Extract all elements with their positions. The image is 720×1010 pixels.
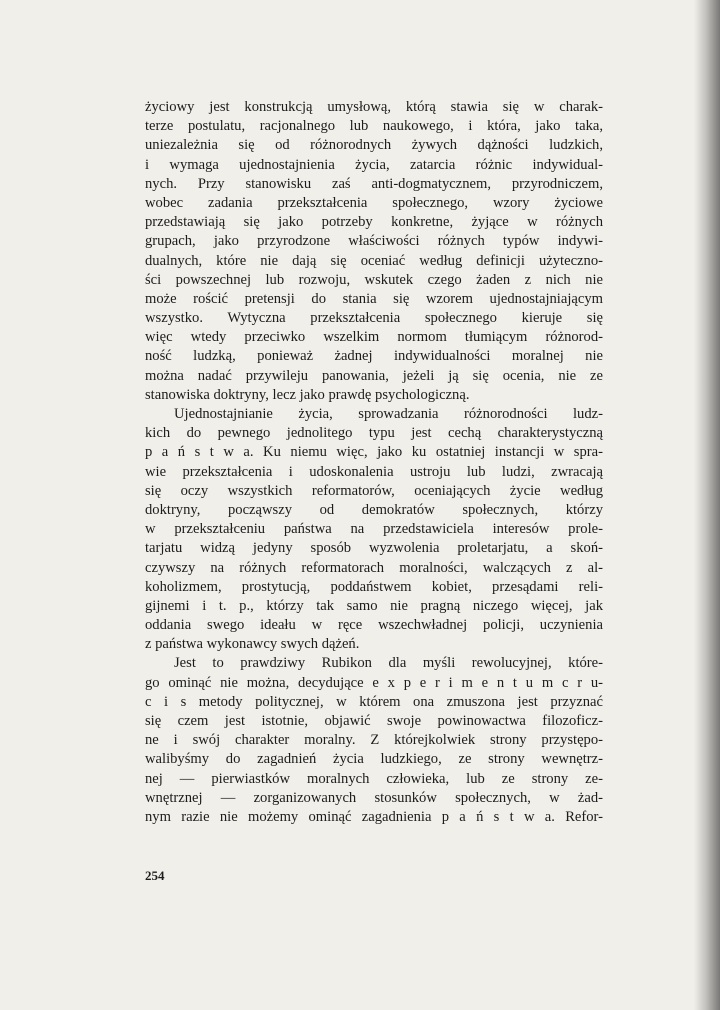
text-line: c i s metody politycznej, w którem ona zmuszona jest przyznać [145,693,603,710]
text-line: wnętrznej — zorganizowanych stosunków społecznych, w żad- [145,789,603,806]
page-edge-shadow [694,0,720,1010]
text-line: ne i swój charakter moralny. Z którejkolwiek strony przystępo- [145,732,603,749]
text-line: nych. Przy stanowisku zaś anti-dogmatycznem, przyrodniczem, [145,175,603,192]
text-line: walibyśmy do zagadnień życia ludzkiego, ze strony wewnętrz- [145,751,603,768]
text-line: wszystko. Wytyczna przekształcenia społecznego kieruje się [145,310,603,327]
text-line: czywszy na różnych reformatorach moralności, walczących z al- [145,559,603,576]
text-line: może rościć pretensji do stania się wzorem ujednostajniającym [145,290,603,307]
text-line: można nadać przywileju panowania, jeżeli ją się ocenia, nie ze [145,367,603,384]
text-line: stanowiska doktryny, lecz jako prawdę psychologiczną. [145,386,470,403]
text-line: ści powszechnej lub rozwoju, wskutek czego żaden z nich nie [145,271,603,288]
text-line: uniezależnia się od różnorodnych żywych dążności ludzkich, [145,137,603,154]
text-line: grupach, jako przyrodzone właściwości różnych typów indywi- [145,233,603,250]
text-line: wobec zadania przekształcenia społecznego, wzory życiowe [145,194,603,211]
text-line: terze postulatu, racjonalnego lub naukowego, i która, jako taka, [145,118,603,135]
text-line: i wymaga ujednostajnienia życia, zatarcia różnic indywidual- [145,156,603,173]
text-line: gijnemi i t. p., którzy tak samo nie pragną niczego więcej, jak [145,597,603,614]
body-text [145,98,603,827]
text-line: z państwa wykonawcy swych dążeń. [145,636,360,653]
text-line: życiowy jest konstrukcją umysłową, którą stawia się w charak- [145,99,603,115]
page-number: 254 [145,868,165,883]
text-line: go ominąć nie można, decydujące e x p e r i m e n t u m c r u- [145,674,603,691]
text-line: Jest to prawdziwy Rubikon dla myśli rewolucyjnej, które- [174,655,603,672]
text-line: p a ń s t w a. Ku niemu więc, jako ku ostatniej instancji w spra- [145,444,603,461]
text-line: tarjatu widzą jedyny sposób wyzwolenia proletarjatu, a skoń- [145,540,603,557]
text-line: Ujednostajnianie życia, sprowadzania różnorodności ludz- [174,406,603,422]
text-line: nej — pierwiastków moralnych człowieka, lub ze strony ze- [145,770,603,787]
text-line: przedstawiają się jako potrzeby konkretne, żyjące w różnych [145,214,603,231]
text-line: koholizmem, prostytucją, poddaństwem kobiet, przesądami reli- [145,578,603,595]
text-line: dualnych, które nie dają się oceniać według definicji użyteczno- [145,252,603,269]
text-line: ność ludzką, ponieważ żadnej indywidualności moralnej nie [145,348,603,365]
text-line: kich do pewnego jednolitego typu jest cechą charakterystyczną [145,425,603,442]
text-line: w przekształceniu państwa na przedstawiciela interesów prole- [145,521,603,538]
text-line: więc wtedy przeciwko wszelkim normom tłumiącym różnorod- [145,329,603,346]
text-line: nym razie nie możemy ominąć zagadnienia p a ń s t w a. Refor- [145,808,603,825]
text-line: doktryny, począwszy od demokratów społecznych, którzy [145,501,603,518]
text-line: się oczy wszystkich reformatorów, oceniających życie według [145,482,603,499]
text-line: wie przekształcenia i udoskonalenia ustroju lub ludzi, zwracają [145,463,603,480]
text-line: oddania swego ideału w ręce wszechwładnej policji, uczynienia [145,617,603,634]
text-line: się czem jest istotnie, objawić swoje powinowactwa filozoficz- [145,713,603,729]
